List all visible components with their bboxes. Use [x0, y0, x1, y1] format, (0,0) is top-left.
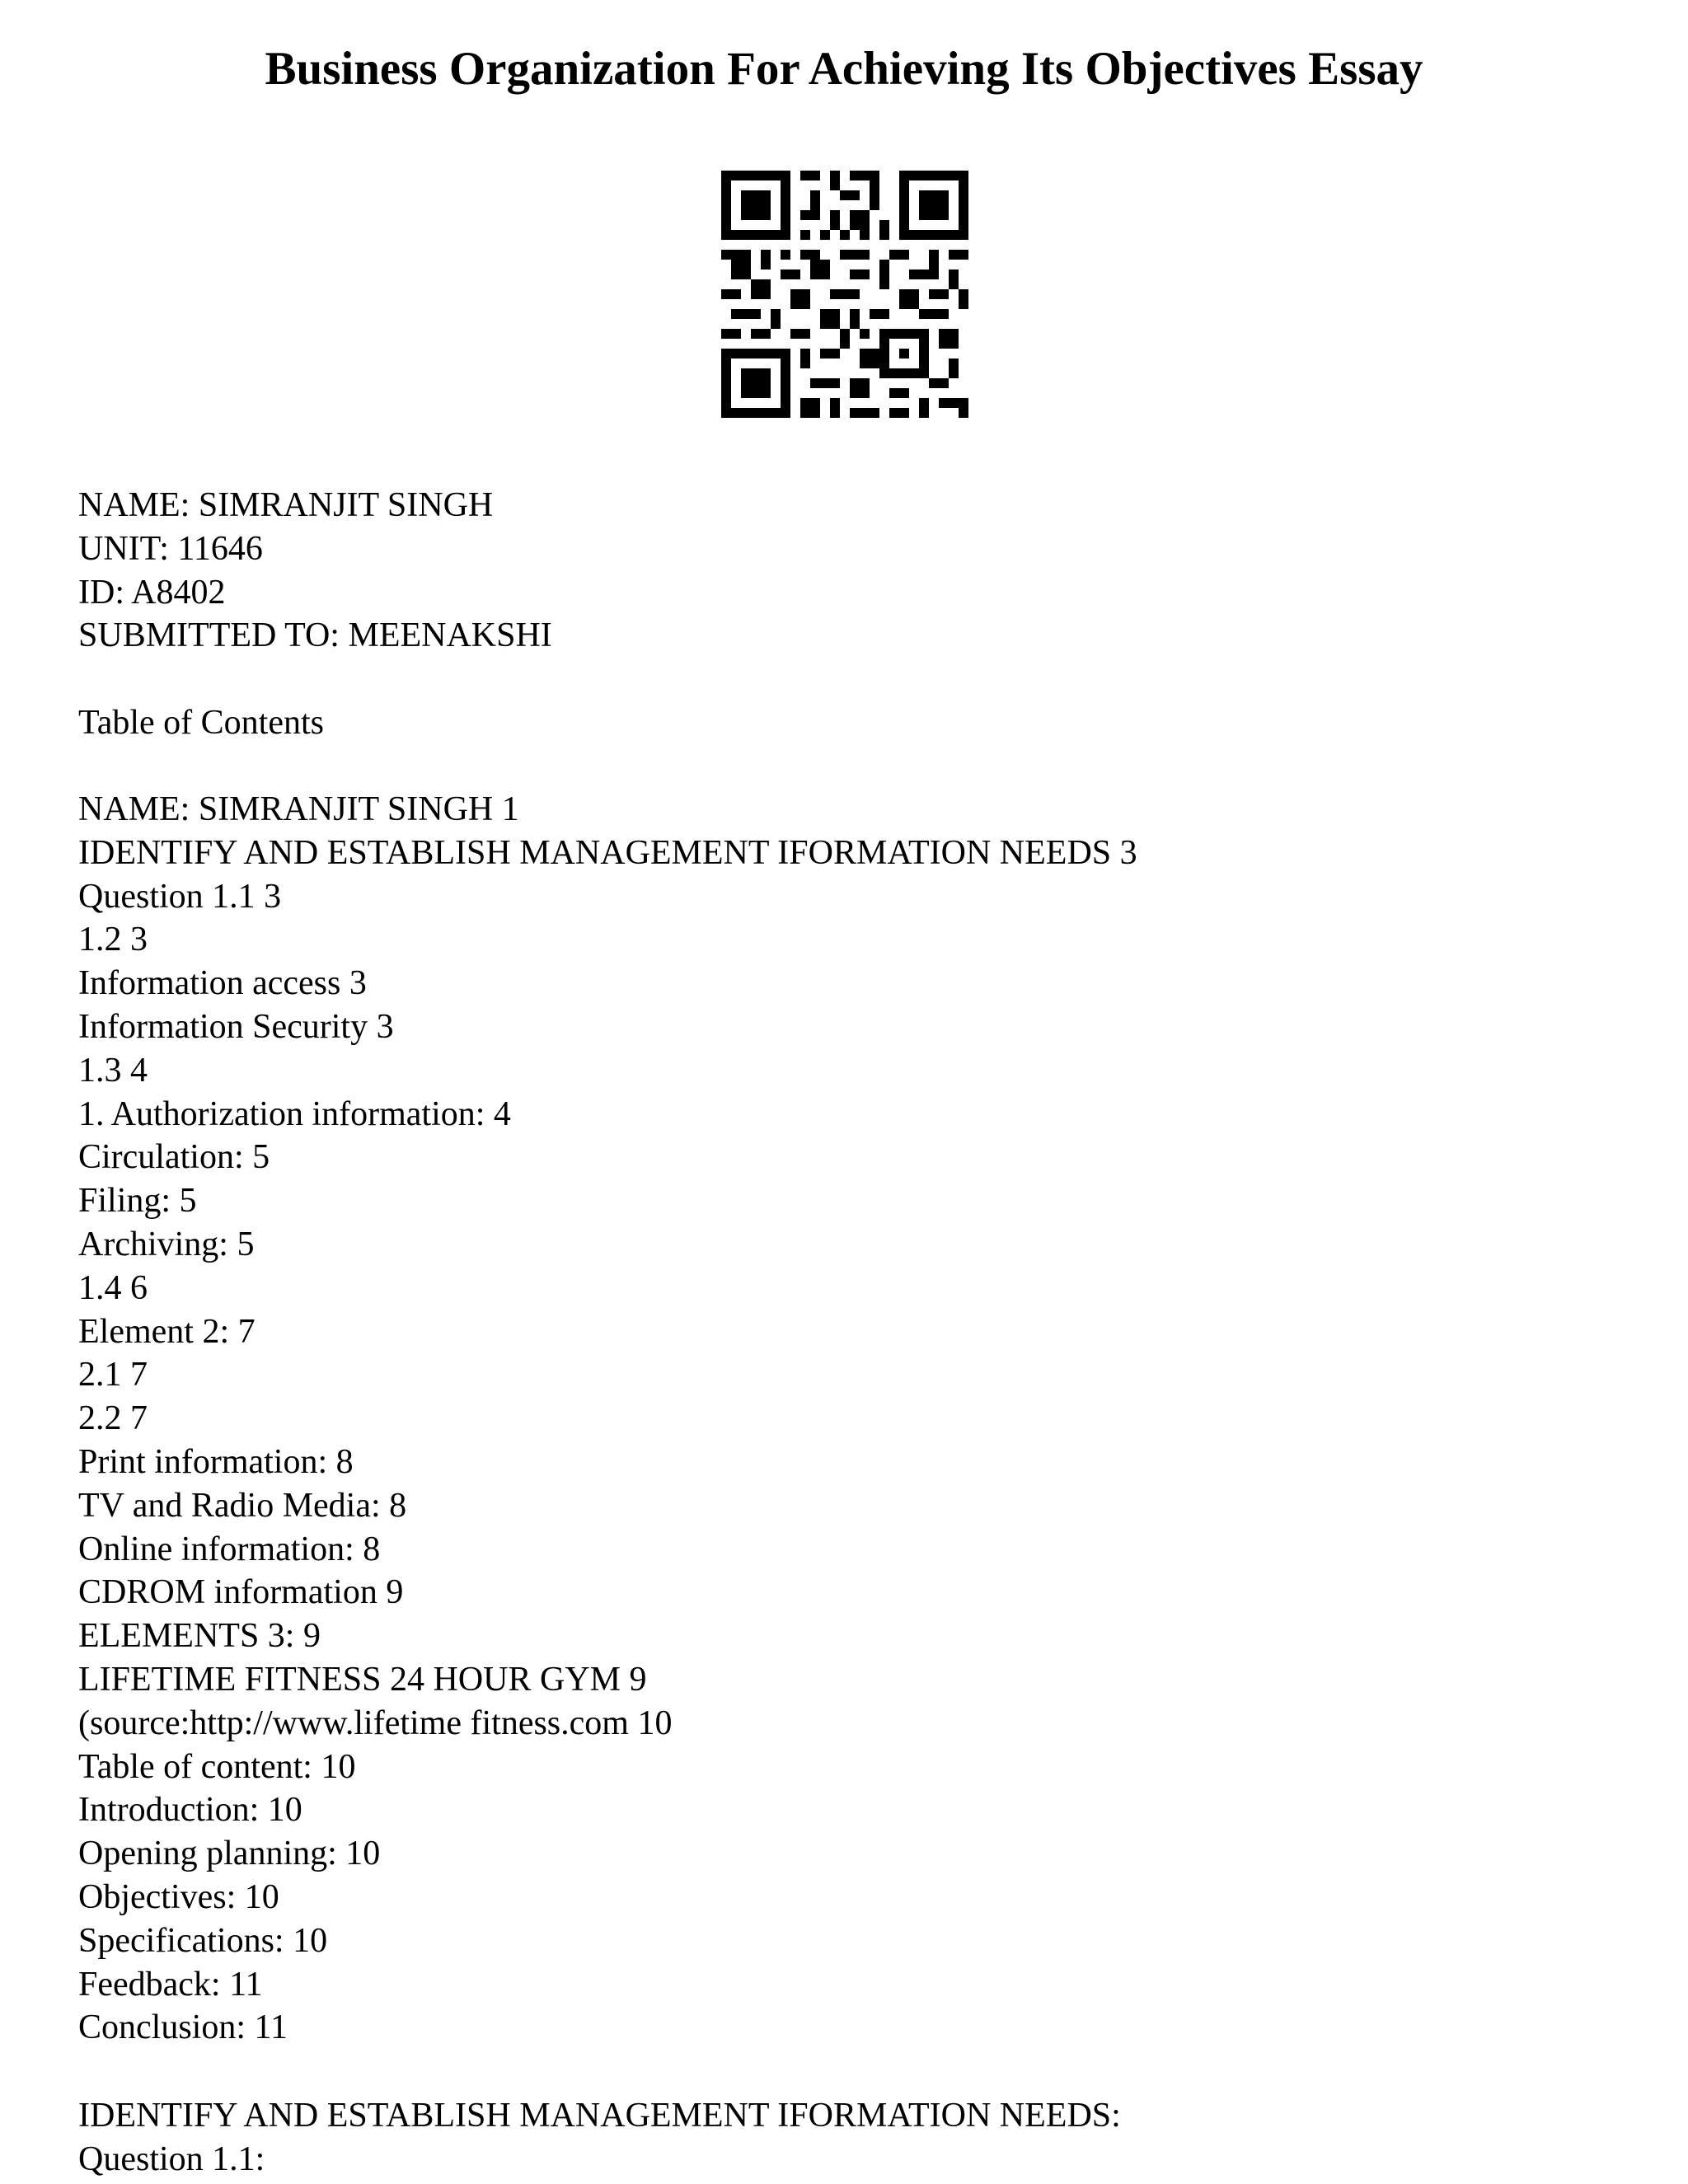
toc-entry: CDROM information 9: [78, 1573, 404, 1612]
toc-heading: [78, 701, 324, 745]
toc-entry: TV and Radio Media: 8: [78, 1486, 407, 1525]
toc-entry: Information access 3: [78, 964, 367, 1003]
toc-entry: Filing: 5: [78, 1182, 197, 1221]
submitted-to: SUBMITTED TO: MEENAKSHI: [78, 616, 552, 655]
toc-entry: 1.4 6: [78, 1268, 148, 1307]
toc-entry: Archiving: 5: [78, 1225, 255, 1263]
toc-entry: 2.2 7: [78, 1399, 148, 1438]
toc-entry: 1.2 3: [78, 921, 148, 959]
toc-entry: LIFETIME FITNESS 24 HOUR GYM 9: [78, 1660, 647, 1699]
toc-entry: NAME: SIMRANJIT SINGH 1: [78, 790, 519, 828]
toc-entry: Table of content: 10: [78, 1747, 356, 1786]
toc-entry: 2.1 7: [78, 1356, 148, 1394]
toc-entry: Element 2: 7: [78, 1312, 256, 1351]
toc-entry: ELEMENTS 3: 9: [78, 1617, 321, 1656]
toc-entry: Feedback: 11: [78, 1965, 263, 2004]
table-of-contents: [78, 788, 1137, 2050]
toc-entry: Conclusion: 11: [78, 2008, 288, 2047]
toc-entry: Online information: 8: [78, 1530, 381, 1568]
toc-entry: Circulation: 5: [78, 1138, 270, 1177]
section-heading: IDENTIFY AND ESTABLISH MANAGEMENT IFORMATION NEEDS:: [78, 2097, 1121, 2135]
toc-entry: Question 1.1 3: [78, 877, 282, 916]
student-id: ID: A8402: [78, 573, 226, 612]
toc-entry: Specifications: 10: [78, 1921, 328, 1960]
toc-entry: Introduction: 10: [78, 1791, 302, 1830]
toc-entry: Print information: 8: [78, 1442, 354, 1481]
toc-entry: Opening planning: 10: [78, 1835, 381, 1873]
document-title: Business Organization For Achieving Its Objectives Essay: [265, 43, 1423, 95]
qr-code-icon: [721, 171, 968, 418]
section-subheading: Question 1.1:: [78, 2139, 265, 2178]
author-info: [78, 484, 552, 658]
toc-title: Table of Contents: [78, 704, 324, 742]
toc-entry: Information Security 3: [78, 1007, 394, 1046]
section-start: [78, 2094, 1121, 2182]
toc-entry: IDENTIFY AND ESTABLISH MANAGEMENT IFORMATION NEEDS 3: [78, 833, 1137, 872]
toc-entry: 1.3 4: [78, 1051, 148, 1090]
toc-entry: (source:http://www.lifetime fitness.com 10: [78, 1704, 673, 1742]
toc-entry: 1. Authorization information: 4: [78, 1094, 511, 1133]
author-name: NAME: SIMRANJIT SINGH: [78, 486, 494, 524]
unit-number: UNIT: 11646: [78, 529, 263, 568]
toc-entry: Objectives: 10: [78, 1877, 279, 1916]
